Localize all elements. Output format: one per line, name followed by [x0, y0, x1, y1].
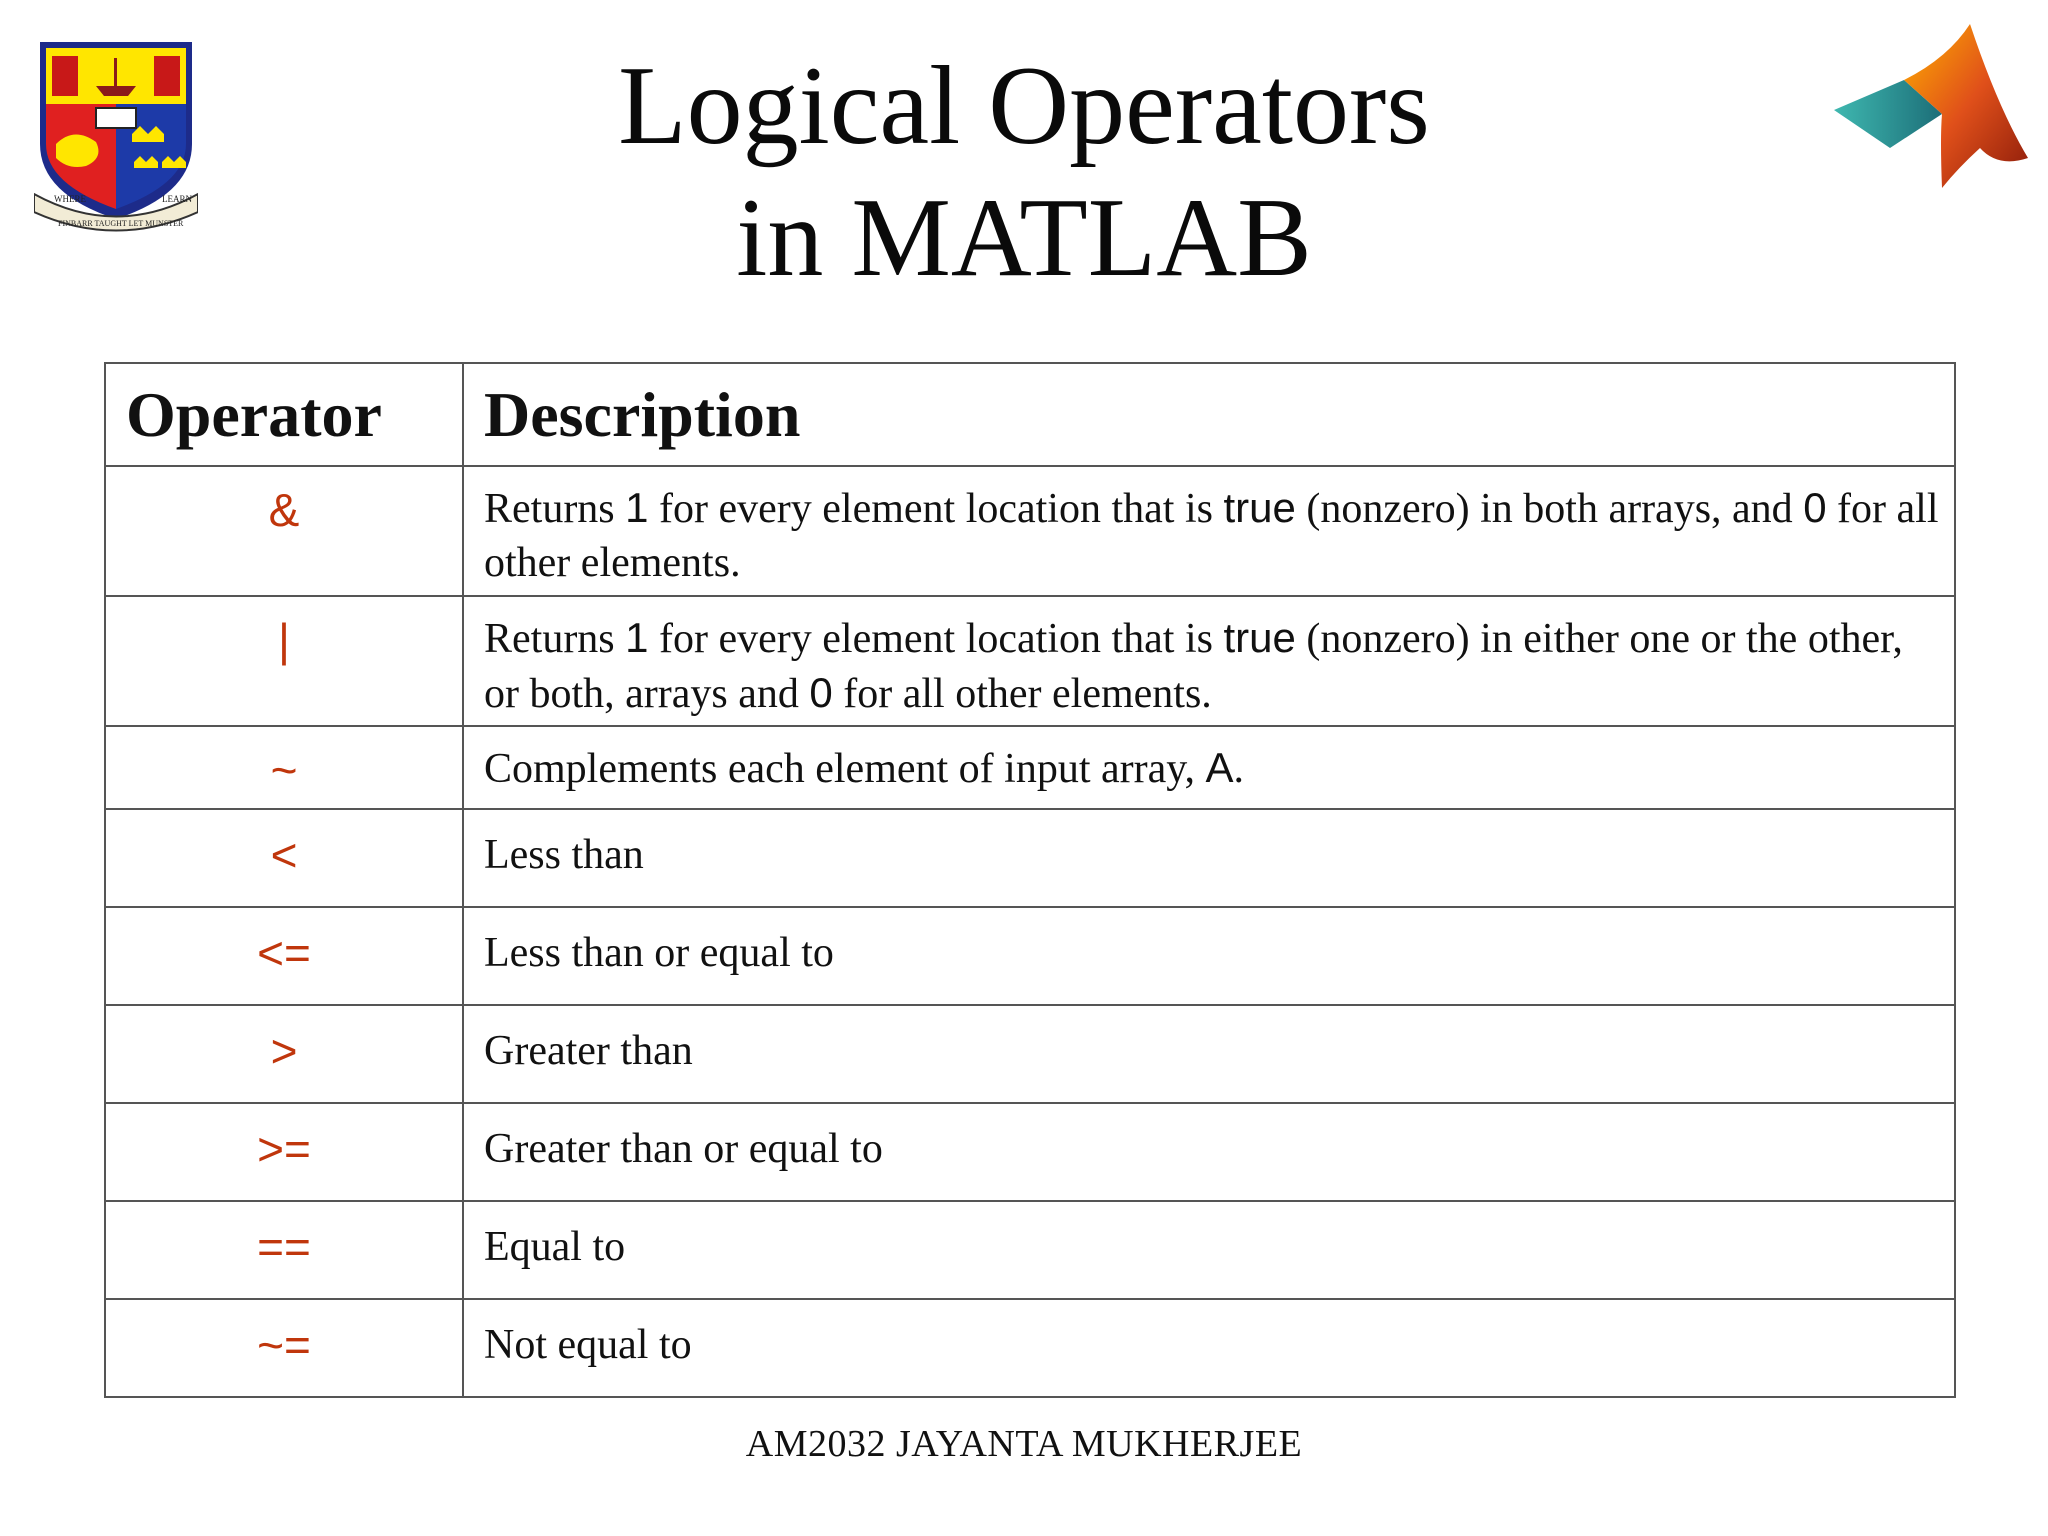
- operator-cell: ~=: [105, 1299, 463, 1397]
- table-row: [105, 466, 1955, 596]
- table-row: [105, 1005, 1955, 1103]
- table-row: [105, 1103, 1955, 1201]
- table-row: [105, 596, 1955, 726]
- table-row: [105, 1201, 1955, 1299]
- slide-footer: AM2032 JAYANTA MUKHERJEE: [745, 1423, 1303, 1465]
- operator-cell: |: [105, 596, 463, 726]
- table-row: [105, 809, 1955, 907]
- svg-text:FINBARR TAUGHT LET MUNSTER: FINBARR TAUGHT LET MUNSTER: [58, 219, 184, 228]
- operator-cell: &: [105, 466, 463, 596]
- operator-cell: ==: [105, 1201, 463, 1299]
- operator-cell: <=: [105, 907, 463, 1005]
- operator-cell: <: [105, 809, 463, 907]
- table-row: [105, 1299, 1955, 1397]
- table-row: [105, 726, 1955, 809]
- description-cell: Complements each element of input array, A.: [463, 726, 1955, 809]
- operator-column-header: Operator: [105, 363, 463, 466]
- title-line-1: Logical Operators: [618, 44, 1430, 168]
- description-cell: Returns 1 for every element location that is true (nonzero) in either one or the other, or both, arrays and 0 for all other elements.: [463, 596, 1955, 726]
- operator-cell: >: [105, 1005, 463, 1103]
- operator-cell: ~: [105, 726, 463, 809]
- description-cell: Less than or equal to: [463, 907, 1955, 1005]
- operators-table: [104, 362, 1956, 1398]
- title-line-2: in MATLAB: [736, 176, 1312, 300]
- svg-text:WHERE: WHERE: [54, 194, 86, 204]
- description-cell: Greater than: [463, 1005, 1955, 1103]
- description-cell: Greater than or equal to: [463, 1103, 1955, 1201]
- svg-text:LEARN: LEARN: [162, 194, 192, 204]
- description-column-header: Description: [463, 363, 1955, 466]
- description-cell: Returns 1 for every element location that is true (nonzero) in both arrays, and 0 for all other elements.: [463, 466, 1955, 596]
- table-header-row: [105, 363, 1955, 466]
- table-row: [105, 907, 1955, 1005]
- description-cell: Not equal to: [463, 1299, 1955, 1397]
- description-cell: Less than: [463, 809, 1955, 907]
- slide-title: [0, 40, 2048, 304]
- operator-cell: >=: [105, 1103, 463, 1201]
- description-cell: Equal to: [463, 1201, 1955, 1299]
